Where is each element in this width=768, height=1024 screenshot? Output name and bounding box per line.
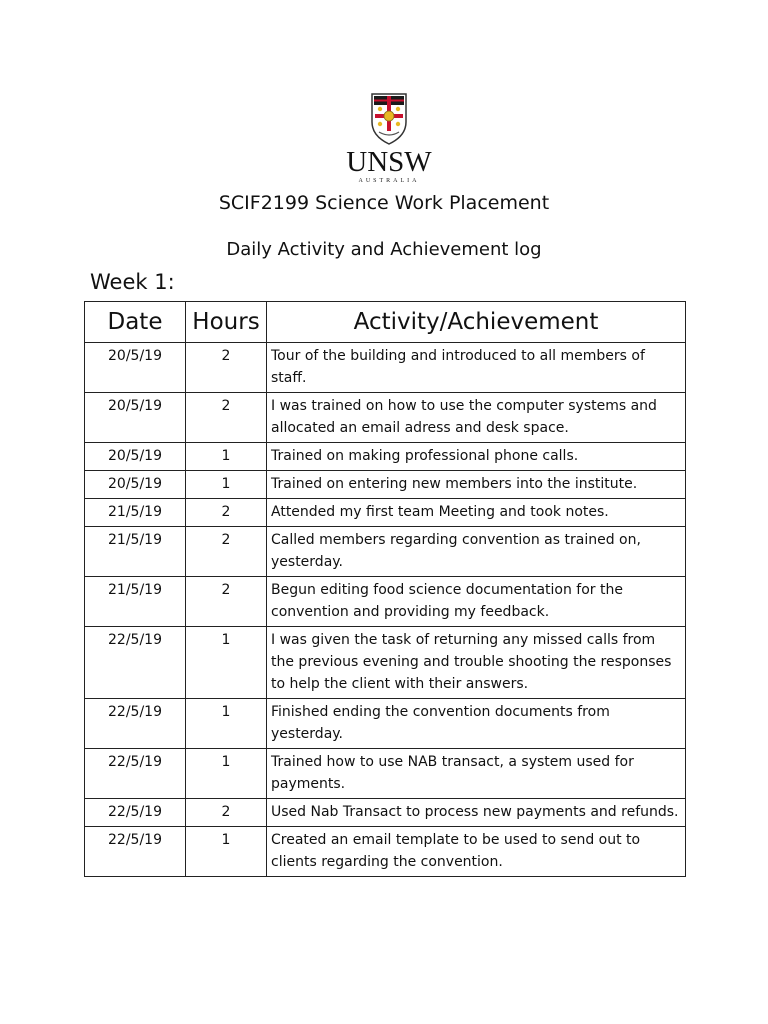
hours-cell: 2: [186, 527, 267, 577]
hours-cell: 2: [186, 343, 267, 393]
unsw-crest-icon: [369, 92, 409, 146]
hours-cell: 1: [186, 471, 267, 499]
date-cell: 22/5/19: [85, 749, 186, 799]
hours-cell: 1: [186, 827, 267, 877]
date-cell: 22/5/19: [85, 799, 186, 827]
table-row: [85, 749, 686, 799]
table-row: [85, 577, 686, 627]
logo-subtext: AUSTRALIA: [358, 178, 420, 184]
activity-cell: Created an email template to be used to send out to clients regarding the convention.: [267, 827, 686, 877]
activity-cell: Called members regarding convention as trained on, yesterday.: [267, 527, 686, 577]
table-row: [85, 527, 686, 577]
activity-cell: Begun editing food science documentation for the convention and providing my feedback.: [267, 577, 686, 627]
hours-cell: 1: [186, 443, 267, 471]
table-row: [85, 471, 686, 499]
date-cell: 21/5/19: [85, 527, 186, 577]
date-cell: 20/5/19: [85, 343, 186, 393]
activity-cell: Finished ending the convention documents from yesterday.: [267, 699, 686, 749]
date-cell: 21/5/19: [85, 577, 186, 627]
activity-cell: Trained on making professional phone calls.: [267, 443, 686, 471]
activity-cell: Trained on entering new members into the institute.: [267, 471, 686, 499]
date-cell: 22/5/19: [85, 699, 186, 749]
table-row: [85, 627, 686, 699]
date-cell: 22/5/19: [85, 627, 186, 699]
activity-cell: I was trained on how to use the computer systems and allocated an email adress and desk space.: [267, 393, 686, 443]
date-cell: 20/5/19: [85, 393, 186, 443]
hours-cell: 1: [186, 699, 267, 749]
hours-cell: 2: [186, 499, 267, 527]
hours-cell: 2: [186, 577, 267, 627]
column-header-hours: Hours: [186, 302, 267, 343]
activity-cell: Attended my first team Meeting and took notes.: [267, 499, 686, 527]
activity-cell: Tour of the building and introduced to all members of staff.: [267, 343, 686, 393]
logo-wordmark: UNSW: [346, 146, 432, 178]
date-cell: 20/5/19: [85, 443, 186, 471]
hours-cell: 2: [186, 799, 267, 827]
activity-cell: I was given the task of returning any missed calls from the previous evening and trouble shooting the responses to help the client with their answers.: [267, 627, 686, 699]
table-row: [85, 799, 686, 827]
column-header-activity: Activity/Achievement: [267, 302, 686, 343]
table-row: [85, 343, 686, 393]
table-row: [85, 443, 686, 471]
date-cell: 21/5/19: [85, 499, 186, 527]
unsw-logo: [344, 92, 434, 188]
date-cell: 20/5/19: [85, 471, 186, 499]
table-row: [85, 699, 686, 749]
table-header-row: [85, 302, 686, 343]
hours-cell: 1: [186, 627, 267, 699]
table-row: [85, 827, 686, 877]
hours-cell: 1: [186, 749, 267, 799]
date-cell: 22/5/19: [85, 827, 186, 877]
hours-cell: 2: [186, 393, 267, 443]
activity-cell: Used Nab Transact to process new payments and refunds.: [267, 799, 686, 827]
column-header-date: Date: [85, 302, 186, 343]
activity-log-table: [84, 301, 686, 877]
week-label: Week 1:: [90, 270, 175, 294]
course-title: SCIF2199 Science Work Placement: [218, 192, 550, 214]
activity-cell: Trained how to use NAB transact, a system used for payments.: [267, 749, 686, 799]
table-row: [85, 499, 686, 527]
table-row: [85, 393, 686, 443]
log-title: Daily Activity and Achievement log: [226, 239, 542, 260]
